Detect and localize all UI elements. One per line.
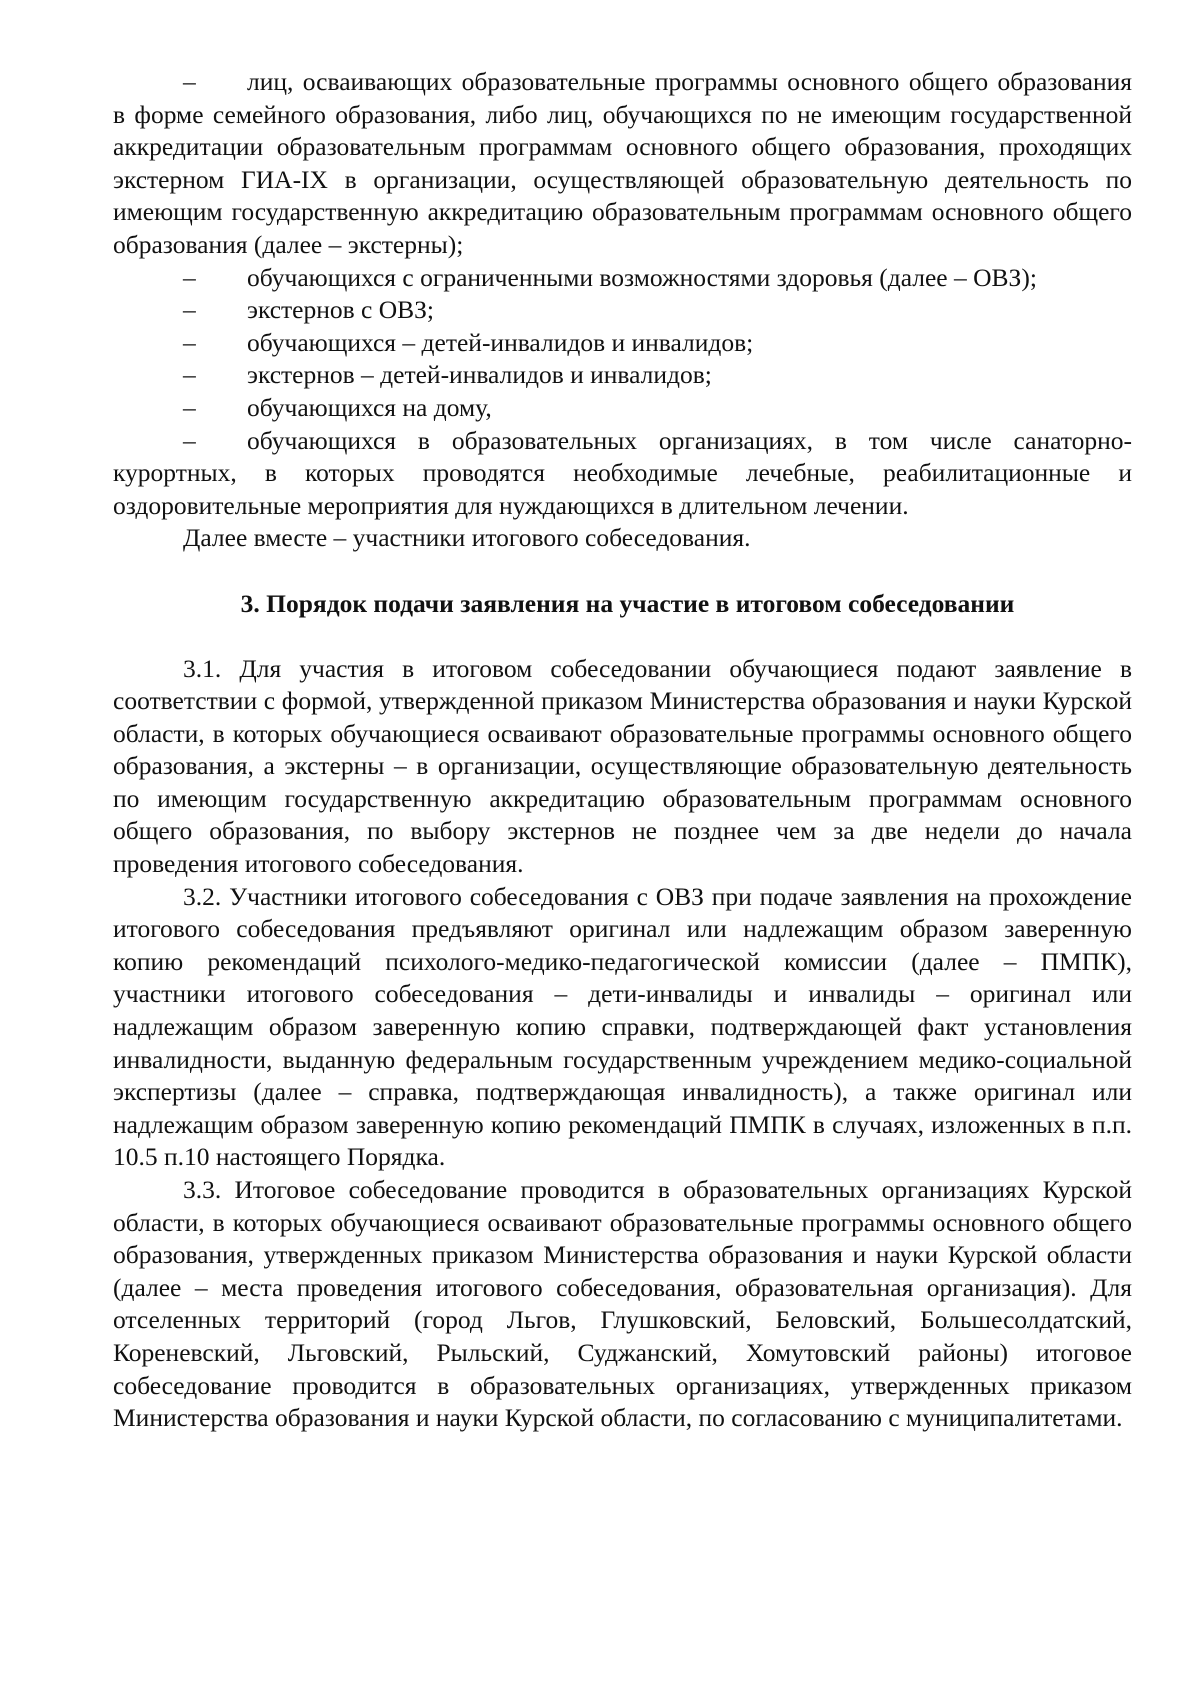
paragraph-3-3: 3.3. Итоговое собеседование проводится в образовательных организациях Курской области, в которых обучающиеся осваивают образовательные программы основного общего образования, утвержденных приказом Министерства образования и науки Курской области (далее – места проведения итогового собеседования, образовательная организация). Для отселенных территорий (город Льгов, Глушковский, Беловский, Большесолдатский, Кореневский, Льговский, Рыльский, Суджанский, Хомутовский районы) итоговое собеседование проводится в образовательных организациях, утвержденных приказом Министерства образования и науки Курской области, по согласованию с муниципалитетами. [113,1175,1132,1433]
bullet-marker: – [183,425,196,455]
bullet-item-external-ovz [113,294,1132,327]
bullet-text: экстернов – детей-инвалидов и инвалидов; [247,360,712,390]
bullet-item-sanatorium [113,425,1132,523]
bullet-marker: – [183,360,196,390]
paragraph-3-1: 3.1. Для участия в итоговом собеседовании обучающиеся подают заявление в соответствии с формой, утвержденной приказом Министерства образования и науки Курской области, в которых обучающиеся осваивают образовательные программы основного общего образования, а экстерны – в организации, осуществляющие образовательную деятельность по имеющим государственную аккредитацию образовательным программам основного общего образования, по выбору экстернов не позднее чем за две недели до начала проведения итогового собеседования. [113,653,1132,879]
bullet-text: обучающихся – детей-инвалидов и инвалидов; [247,327,754,357]
bullet-marker: – [183,392,196,422]
bullet-text: обучающихся в образовательных организациях, в том числе санаторно-курортных, в которых проводятся необходимые лечебные, реабилитационные и оздоровительные мероприятия для нуждающихся в длительном лечении. [113,425,1132,520]
together-line: Далее вместе – участники итогового собеседования. [183,523,751,553]
bullet-item-disabled-students [113,327,1132,360]
bullet-item-home-schooled [113,392,1132,425]
bullet-marker: – [183,262,196,292]
bullet-marker: – [183,327,196,357]
bullet-item-external [113,66,1132,262]
bullet-item-disabled-externals [113,359,1132,392]
paragraph-3-2: 3.2. Участники итогового собеседования с ОВЗ при подаче заявления на прохождение итогового собеседования предъявляют оригинал или надлежащим образом заверенную копию рекомендаций психолого-медико-педагогической комиссии (далее – ПМПК), участники итогового собеседования – дети-инвалиды и инвалиды – оригинал или надлежащим образом заверенную копию справки, подтверждающей факт установления инвалидности, выданную федеральным государственным учреждением медико-социальной экспертизы (далее – справка, подтверждающая инвалидность), а также оригинал или надлежащим образом заверенную копию рекомендаций ПМПК в случаях, изложенных в п.п. 10.5 п.10 настоящего Порядка. [113,881,1132,1172]
bullet-text: экстернов с ОВЗ; [247,295,435,325]
bullet-text: обучающихся на дому, [247,392,492,422]
bullet-item-ovz [113,262,1132,295]
bullet-marker: – [183,295,196,325]
section-heading: 3. Порядок подачи заявления на участие в итоговом собеседовании [240,588,1015,618]
bullet-text: лиц, осваивающих образовательные программы основного общего образования в форме семейного образования, либо лиц, обучающихся по не имеющим государственной аккредитации образовательным программам основного общего образования, проходящих экстерном ГИА-IX в организации, осуществляющей образовательную деятельность по имеющим государственную аккредитацию образовательным программам основного общего образования (далее – экстерны); [113,67,1132,259]
bullet-marker: – [183,67,196,96]
bullet-text: обучающихся с ограниченными возможностями здоровья (далее – ОВЗ); [247,262,1037,292]
